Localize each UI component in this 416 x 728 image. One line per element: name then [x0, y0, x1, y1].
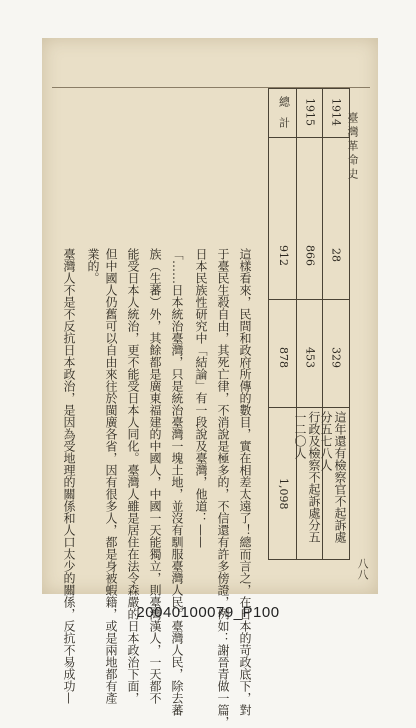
body-text-column: 但中國人仍舊可以自由來往於閩廣各省，因有很多人，都是身被蝦籍，或是兩地都有產	[104, 248, 118, 704]
value-1914-b: 329	[329, 346, 343, 368]
body-text-column: 業的。	[86, 248, 100, 284]
value-total-b: 878	[277, 346, 290, 368]
body-text-column: 于臺民生殺自由，其死亡律，不消說是極多的，不信還有許多傍證，例如：謝晉青做一篇，	[216, 248, 230, 728]
image-caption: 20040100079_P100	[136, 604, 280, 621]
body-text-column: 這樣看來，民間和政府所傳的數目，實在相差太遠了！總而言之，在日本的苛政底下，對	[238, 248, 252, 716]
page-number: 八八	[356, 558, 369, 580]
value-1915-b: 453	[303, 346, 317, 368]
table-row-divider	[269, 137, 349, 138]
table-row-divider	[269, 407, 349, 408]
body-text-column: 臺灣人不是不反抗日本政治，是因為受地理的關係和人口太少的關係，反抗不易成功—	[62, 248, 76, 704]
table-note-1914: 這年還有檢察官不起訴處分五七八人	[319, 411, 347, 543]
total-label: 總計	[277, 96, 291, 138]
body-text-column: 日本民族性研究中「結論」有一段說及臺灣，他道：——	[194, 248, 208, 548]
table-row-divider	[269, 299, 349, 300]
body-text-column: 族（生蕃）外，其餘都是廣東福建的中國人，中國一天能獨立，則臺灣漢人，一天都不	[148, 248, 162, 704]
year-1914: 1914	[329, 98, 343, 126]
value-total-a: 912	[277, 244, 290, 266]
running-head-title: 臺灣革命史	[346, 112, 359, 182]
table-note-1915: 行政及檢察不起訴處分五一二〇人	[293, 411, 321, 543]
value-total-c: 1,098	[277, 478, 290, 510]
body-text-column: 「……日本統治臺灣，只是統治臺灣一塊土地，並沒有馴服臺灣人民。臺灣人民，除去蕃	[170, 248, 184, 716]
year-1915: 1915	[303, 98, 317, 126]
statistics-table	[268, 88, 350, 560]
value-1915-a: 866	[303, 244, 317, 266]
body-text-column: 能受日本人統治，更不能受日本人同化。臺灣人雖是居住在法令森嚴的日本政治下面，	[126, 248, 140, 704]
value-1914-a: 28	[329, 248, 343, 262]
